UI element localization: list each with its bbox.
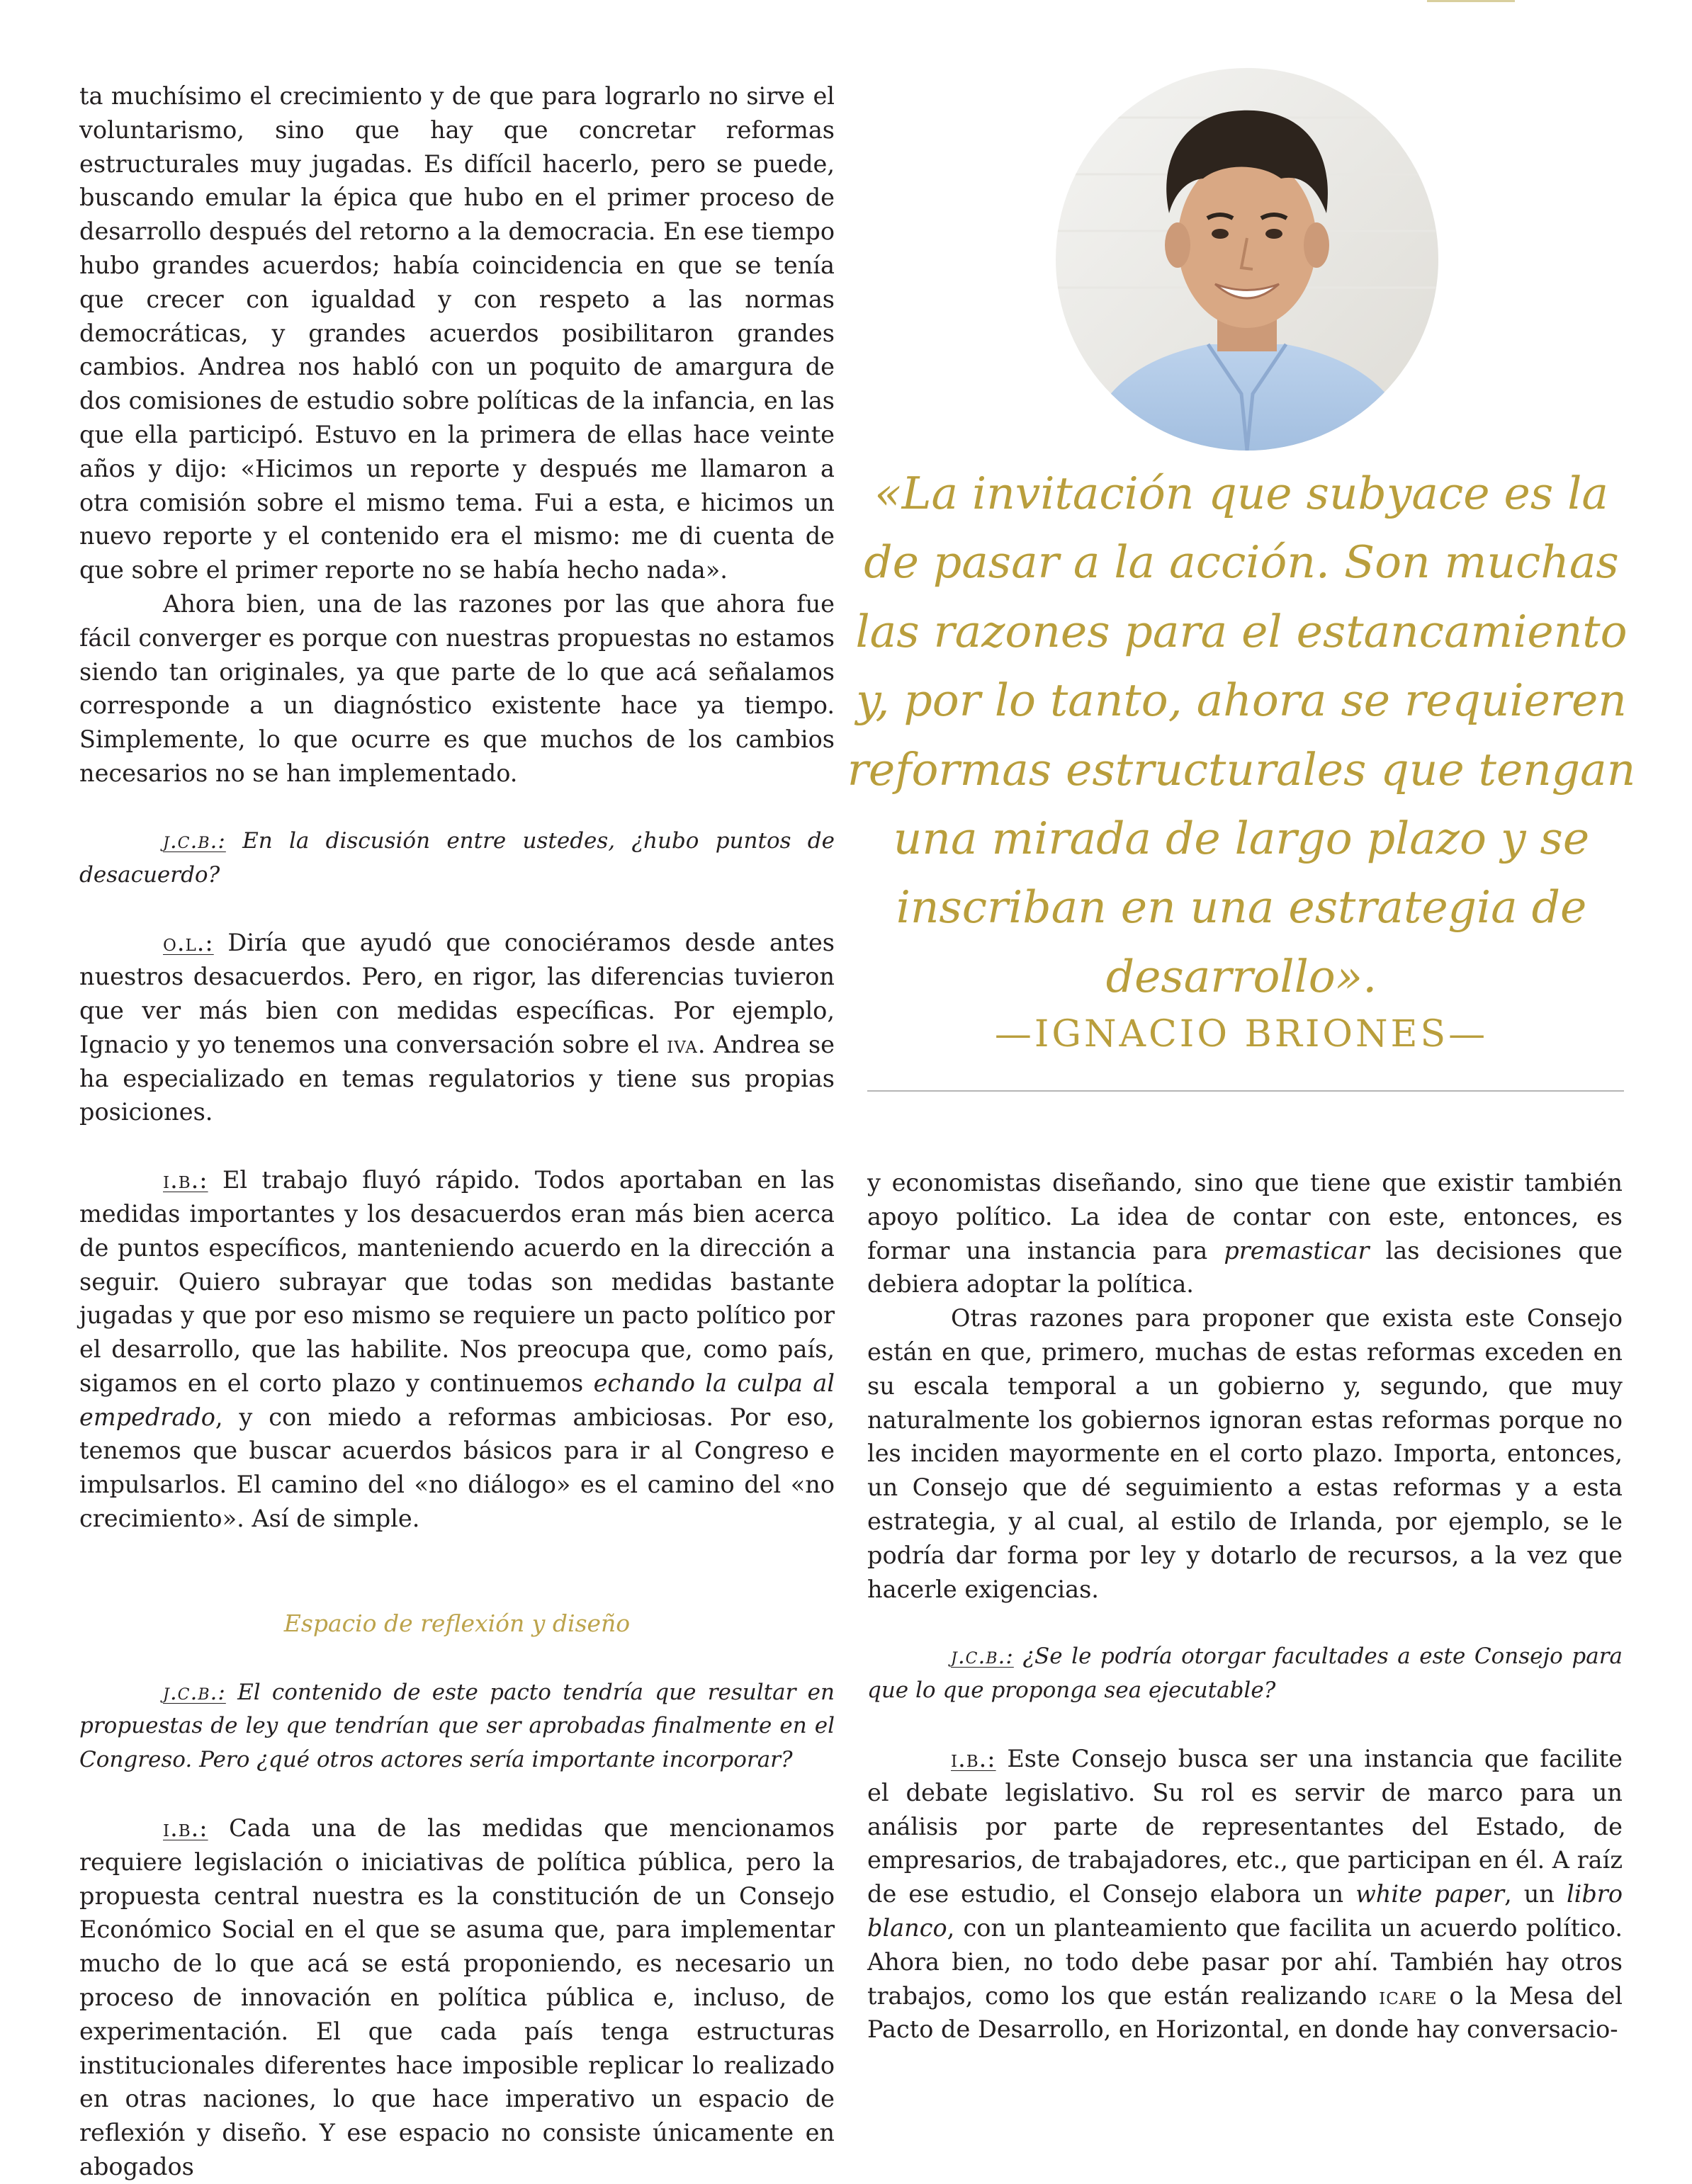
portrait-illustration — [1056, 68, 1438, 451]
interview-question — [79, 825, 835, 893]
italic-phrase: echando la culpa al empedrado — [79, 1369, 835, 1431]
answer-text: , un — [1504, 1880, 1567, 1908]
portrait-photo — [1056, 68, 1438, 451]
divider-rule — [867, 1090, 1624, 1092]
speaker-initials: i.b.: — [951, 1744, 996, 1772]
question-text: El contenido de este pacto tendría que resultar en propuestas de ley que tendrían que ser aprobadas finalmente en el Congreso. Pero ¿qué otros actores sería importante incorporar? — [79, 1679, 835, 1773]
section-subheading: Espacio de reflexión y diseño — [283, 1609, 631, 1637]
answer-text: Este Consejo busca ser una instancia que facilite el debate legislativo. Su rol es servir de marco para un análisis por parte de representantes del Estado, de empresarios, de trabajadores, etc., que participan en él. A raíz de ese estudio, el Consejo elabora un — [867, 1744, 1623, 1908]
paragraph: ta muchísimo el crecimiento y de que para lograrlo no sirve el voluntarismo, sino que hay que concretar reformas estructurales muy jugadas. Es difícil hacerlo, pero se puede, buscando emular la épica que hubo en el primer proceso de desarrollo después del retorno a la democracia. En ese tiempo hubo grandes acuerdos; había coincidencia en que se tenía que crecer con igualdad y con respeto a las normas democráticas, y grandes acuerdos posibilitaron grandes cambios. Andrea nos habló con un poquito de amargura de dos comisiones de estudio sobre políticas de la infancia, en las que ella participó. Estuvo en la primera de ellas hace veinte años y dijo: «Hicimos un reporte y después me llamaron a otra comisión sobre el mismo tema. Fui a esta, e hicimos un nuevo reporte y el contenido era el mismo: me di cuenta de que sobre el primer reporte no se había hecho nada». — [79, 82, 835, 584]
speaker-initials: o.l.: — [163, 929, 214, 957]
interview-question — [79, 1676, 835, 1777]
right-text-column — [867, 1166, 1623, 2047]
paragraph — [867, 1166, 1623, 1301]
speaker-initials: j.c.b.: — [163, 1679, 226, 1705]
acronym: iva — [667, 1030, 698, 1058]
interview-answer — [79, 1163, 835, 1536]
italic-phrase: libro blanco — [867, 1880, 1623, 1942]
question-text: ¿Se le podría otorgar facultades a este Consejo para que lo que proponga sea ejecutable? — [867, 1643, 1623, 1704]
pull-quote-attribution: —IGNACIO BRIONES— — [994, 1013, 1489, 1056]
acronym: icare — [1379, 1981, 1438, 2010]
left-text-column — [79, 79, 835, 2184]
paragraph-text: las decisiones que debiera adoptar la política. — [867, 1236, 1623, 1298]
interview-answer — [867, 1742, 1623, 2047]
answer-text: . Andrea se ha especializado en temas regulatorios y tiene sus propias posiciones. — [79, 1030, 835, 1126]
interview-answer — [79, 926, 835, 1129]
paragraph-text: y economistas diseñando, sino que tiene que existir también apoyo político. La idea de contar con este, entonces, es formar una instancia para — [867, 1169, 1623, 1264]
speaker-initials: i.b.: — [163, 1166, 208, 1194]
paragraph: Ahora bien, una de las razones por las que ahora fue fácil converger es porque con nuestras propuestas no estamos siendo tan originales, ya que parte de lo que acá señalamos corresponde a un diagnóstico existente hace ya tiempo. Simplemente, lo que ocurre es que muchos de los cambios necesarios no se han implementado. — [79, 589, 835, 787]
interview-question — [867, 1640, 1623, 1708]
top-edge-mark — [1427, 0, 1515, 2]
answer-text: Diría que ayudó que conociéramos desde antes nuestros desacuerdos. Pero, en rigor, las diferencias tuvieron que ver más bien con medidas específicas. Por ejemplo, Ignacio y yo tenemos una conversación sobre el — [79, 929, 835, 1058]
italic-phrase: premasticar — [1224, 1236, 1370, 1264]
speaker-initials: i.b.: — [163, 1814, 208, 1843]
speaker-initials: j.c.b.: — [163, 827, 226, 854]
speaker-initials: j.c.b.: — [951, 1643, 1014, 1670]
answer-text: Cada una de las medidas que mencionamos requiere legislación o iniciativas de política pública, pero la propuesta central nuestra es la constitución de un Consejo Económico Social en el que se asuma que, para implementar mucho de lo que acá se está proponiendo, es necesario un proceso de innovación en política pública e, incluso, de experimentación. El que cada país tenga estructuras institucionales diferentes hace imposible replicar lo realizado en otras naciones, lo que hace imperativo un espacio de reflexión y diseño. Y ese espacio no consiste únicamente en abogados — [79, 1814, 835, 2181]
paragraph: Otras razones para proponer que exista este Consejo están en que, primero, muchas de estas reformas exceden en su escala temporal a un gobierno y, segundo, que muy naturalmente los gobiernos ignoran estas reformas porque no les inciden mayormente en el corto plazo. Importa, entonces, un Consejo que dé seguimiento a estas reformas y a esta estrategia, y al cual, al estilo de Irlanda, por ejemplo, se le podría dar forma por ley y dotarlo de recursos, a la vez que hacerle exigencias. — [867, 1304, 1623, 1603]
interview-answer — [79, 1811, 835, 2184]
pull-quote: «La invitación que subyace es la de pasar a la acción. Son muchas las razones para el estancamiento y, por lo tanto, ahora se requieren reformas estructurales que tengan una mirada de largo plazo y se inscriban en una estrategia de desarrollo». — [847, 468, 1636, 1002]
answer-text: , y con miedo a reformas ambiciosas. Por eso, tenemos que buscar acuerdos básicos para ir al Congreso e impulsarlos. El camino del «no diálogo» es el camino del «no crecimiento». Así de simple. — [79, 1403, 835, 1533]
italic-phrase: white paper — [1355, 1880, 1505, 1908]
answer-text: o la Mesa del Pacto de Desarrollo, en Horizontal, en donde hay conversacio- — [867, 1981, 1623, 2044]
answer-text: , con un planteamiento que facilita un acuerdo político. Ahora bien, no todo debe pasar por ahí. También hay otros trabajos, como los que están realizando — [867, 1913, 1623, 2010]
question-text: En la discusión entre ustedes, ¿hubo puntos de desacuerdo? — [79, 827, 835, 888]
answer-text: El trabajo fluyó rápido. Todos aportaban en las medidas importantes y los desacuerdos eran más bien acerca de puntos específicos, manteniendo acuerdo en la dirección a seguir. Quiero subrayar que todas son medidas bastante jugadas y que por eso mismo se requiere un pacto político por el desarrollo, que las habilite. Nos preocupa que, como país, sigamos en el corto plazo y continuemos — [79, 1166, 835, 1397]
